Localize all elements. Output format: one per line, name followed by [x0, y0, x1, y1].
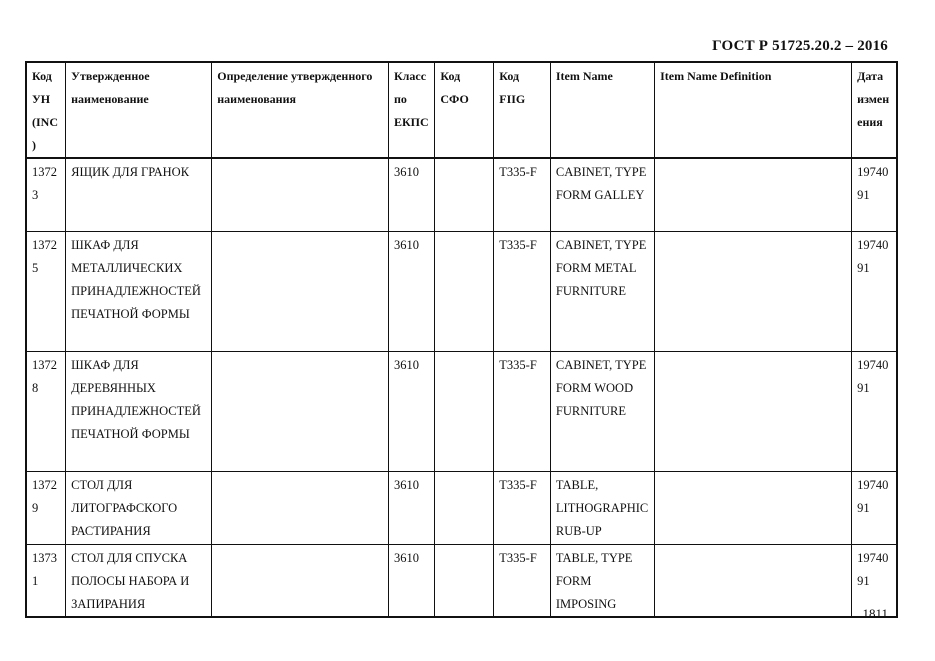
- cell-fiig: T335-F: [494, 231, 551, 351]
- cell-item-name: TABLE, LITHOGRAPHIC RUB-UP: [550, 471, 654, 544]
- cell-approved-name: ШКАФ ДЛЯ ДЕРЕВЯННЫХ ПРИНАДЛЕЖНОСТЕЙ ПЕЧАТНОЙ ФОРМЫ: [66, 351, 212, 471]
- table-row: [26, 351, 897, 471]
- header-item-name: Item Name: [550, 62, 654, 158]
- cell-change-date: 1974091: [852, 158, 897, 231]
- table-row: [26, 158, 897, 231]
- cell-class: 3610: [388, 471, 434, 544]
- cell-class: 3610: [388, 158, 434, 231]
- cell-inc: 13725: [26, 231, 66, 351]
- cell-class: 3610: [388, 544, 434, 617]
- cell-change-date: 1974091: [852, 544, 897, 617]
- table-row: [26, 231, 897, 351]
- table-row: [26, 471, 897, 544]
- header-approved-name: Утвержденное наименование: [66, 62, 212, 158]
- cell-item-name: CABINET, TYPE FORM WOOD FURNITURE: [550, 351, 654, 471]
- cell-class: 3610: [388, 351, 434, 471]
- header-item-name-definition: Item Name Definition: [655, 62, 852, 158]
- page-number: 1811: [862, 606, 888, 621]
- header-inc: Код УН (INC): [26, 62, 66, 158]
- cell-class: 3610: [388, 231, 434, 351]
- cell-item-name-definition: [655, 471, 852, 544]
- cell-definition: [212, 471, 389, 544]
- cell-definition: [212, 544, 389, 617]
- cell-sfo: [435, 158, 494, 231]
- cell-fiig: T335-F: [494, 544, 551, 617]
- header-sfo: Код СФО: [435, 62, 494, 158]
- cell-change-date: 1974091: [852, 351, 897, 471]
- cell-approved-name: СТОЛ ДЛЯ СПУСКА ПОЛОСЫ НАБОРА И ЗАПИРАНИЯ: [66, 544, 212, 617]
- cell-sfo: [435, 471, 494, 544]
- catalog-table-container: [25, 61, 898, 618]
- document-standard-number: ГОСТ Р 51725.20.2 – 2016: [712, 38, 888, 54]
- cell-sfo: [435, 544, 494, 617]
- cell-definition: [212, 231, 389, 351]
- table-header-row: [26, 62, 897, 158]
- cell-sfo: [435, 231, 494, 351]
- cell-fiig: T335-F: [494, 158, 551, 231]
- cell-item-name-definition: [655, 351, 852, 471]
- header-fiig: Код FIIG: [494, 62, 551, 158]
- cell-approved-name: ШКАФ ДЛЯ МЕТАЛЛИЧЕСКИХ ПРИНАДЛЕЖНОСТЕЙ ПЕЧАТНОЙ ФОРМЫ: [66, 231, 212, 351]
- cell-item-name: TABLE, TYPE FORM IMPOSING: [550, 544, 654, 617]
- table-row: [26, 544, 897, 617]
- cell-approved-name: СТОЛ ДЛЯ ЛИТОГРАФСКОГО РАСТИРАНИЯ: [66, 471, 212, 544]
- cell-inc: 13731: [26, 544, 66, 617]
- catalog-table: [25, 61, 898, 618]
- cell-inc: 13729: [26, 471, 66, 544]
- cell-fiig: T335-F: [494, 471, 551, 544]
- cell-change-date: 1974091: [852, 471, 897, 544]
- header-class: Класс по ЕКПС: [388, 62, 434, 158]
- cell-item-name: CABINET, TYPE FORM GALLEY: [550, 158, 654, 231]
- cell-fiig: T335-F: [494, 351, 551, 471]
- cell-inc: 13723: [26, 158, 66, 231]
- header-definition: Определение утвержденного наименования: [212, 62, 389, 158]
- header-change-date: Дата изменения: [852, 62, 897, 158]
- cell-item-name-definition: [655, 231, 852, 351]
- cell-definition: [212, 351, 389, 471]
- cell-change-date: 1974091: [852, 231, 897, 351]
- cell-item-name-definition: [655, 158, 852, 231]
- cell-item-name-definition: [655, 544, 852, 617]
- cell-sfo: [435, 351, 494, 471]
- cell-inc: 13728: [26, 351, 66, 471]
- cell-approved-name: ЯЩИК ДЛЯ ГРАНОК: [66, 158, 212, 231]
- cell-item-name: CABINET, TYPE FORM METAL FURNITURE: [550, 231, 654, 351]
- cell-definition: [212, 158, 389, 231]
